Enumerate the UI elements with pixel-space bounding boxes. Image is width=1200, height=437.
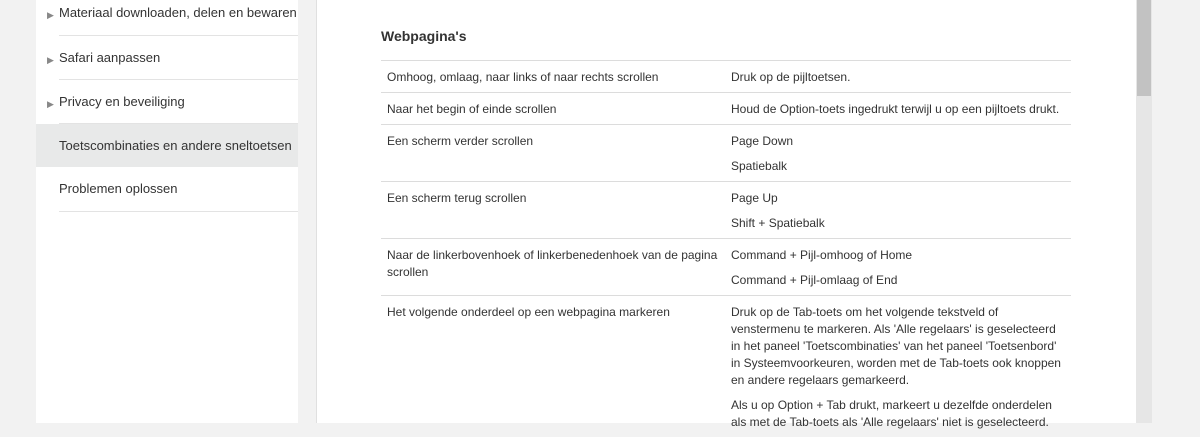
sidebar-item-label: Toetscombinaties en andere sneltoetsen [59, 138, 292, 153]
sidebar-item-toetscombinaties[interactable] [36, 124, 298, 167]
table-row [381, 61, 1071, 93]
gutter [298, 0, 316, 423]
sidebar-item-label: Safari aanpassen [59, 50, 160, 65]
table-row [381, 125, 1071, 182]
key-text: Command + Pijl-omlaag of End [731, 272, 1065, 289]
sidebar-item-materiaal[interactable] [36, 0, 298, 36]
expand-arrow-icon[interactable]: ▶ [47, 6, 54, 24]
section-title: Webpagina's [381, 28, 467, 44]
keys-cell [725, 296, 1071, 437]
action-cell: Een scherm terug scrollen [381, 182, 725, 239]
table-row [381, 182, 1071, 239]
sidebar-item-label: Problemen oplossen [59, 181, 178, 196]
key-text: Shift + Spatiebalk [731, 215, 1065, 232]
sidebar-item-privacy[interactable] [36, 80, 298, 124]
key-text: Page Up [731, 190, 1065, 207]
action-cell: Naar de linkerbovenhoek of linkerbenedenhoek van de pagina scrollen [381, 239, 725, 296]
key-text: Page Down [731, 133, 1065, 150]
vertical-scrollbar[interactable] [1136, 0, 1152, 423]
expand-arrow-icon[interactable]: ▶ [47, 95, 54, 113]
sidebar-item-safari-aanpassen[interactable] [36, 36, 298, 80]
key-text: Druk op de pijltoetsen. [731, 69, 1065, 86]
key-text: Als u op Option + Tab drukt, markeert u dezelfde onderdelen als met de Tab-toets als 'Alle regelaars' niet is geselecteerd. [731, 397, 1065, 431]
sidebar-item-label: Materiaal downloaden, delen en bewaren [59, 5, 297, 20]
scrollbar-thumb[interactable] [1137, 0, 1151, 96]
page-margin [1152, 0, 1200, 423]
main-content [317, 0, 1136, 423]
action-cell: Het volgende onderdeel op een webpagina markeren [381, 296, 725, 437]
action-cell: Naar het begin of einde scrollen [381, 93, 725, 125]
expand-arrow-icon[interactable]: ▶ [47, 51, 54, 69]
keys-cell [725, 61, 1071, 93]
keys-cell [725, 125, 1071, 182]
key-text: Druk op de Tab-toets om het volgende tekstveld of venstermenu te markeren. Als 'Alle regelaars' is geselecteerd in het paneel 'Toetscombinaties' van het paneel 'Toetsenbord' in Systeemvoorkeuren, worden met de Tab-toets ook knoppen en andere regelaars gemarkeerd. [731, 304, 1065, 389]
key-text: Command + Pijl-omhoog of Home [731, 247, 1065, 264]
key-text: Spatiebalk [731, 158, 1065, 175]
keys-cell [725, 239, 1071, 296]
table-row [381, 239, 1071, 296]
shortcuts-table [381, 60, 1071, 437]
action-cell: Een scherm verder scrollen [381, 125, 725, 182]
action-cell: Omhoog, omlaag, naar links of naar rechts scrollen [381, 61, 725, 93]
key-text: Houd de Option-toets ingedrukt terwijl u op een pijltoets drukt. [731, 101, 1065, 118]
table-row [381, 296, 1071, 437]
table-row [381, 93, 1071, 125]
sidebar-item-problemen[interactable] [36, 167, 298, 212]
keys-cell [725, 182, 1071, 239]
sidebar-item-label: Privacy en beveiliging [59, 94, 185, 109]
sidebar-nav [36, 0, 298, 423]
keys-cell [725, 93, 1071, 125]
